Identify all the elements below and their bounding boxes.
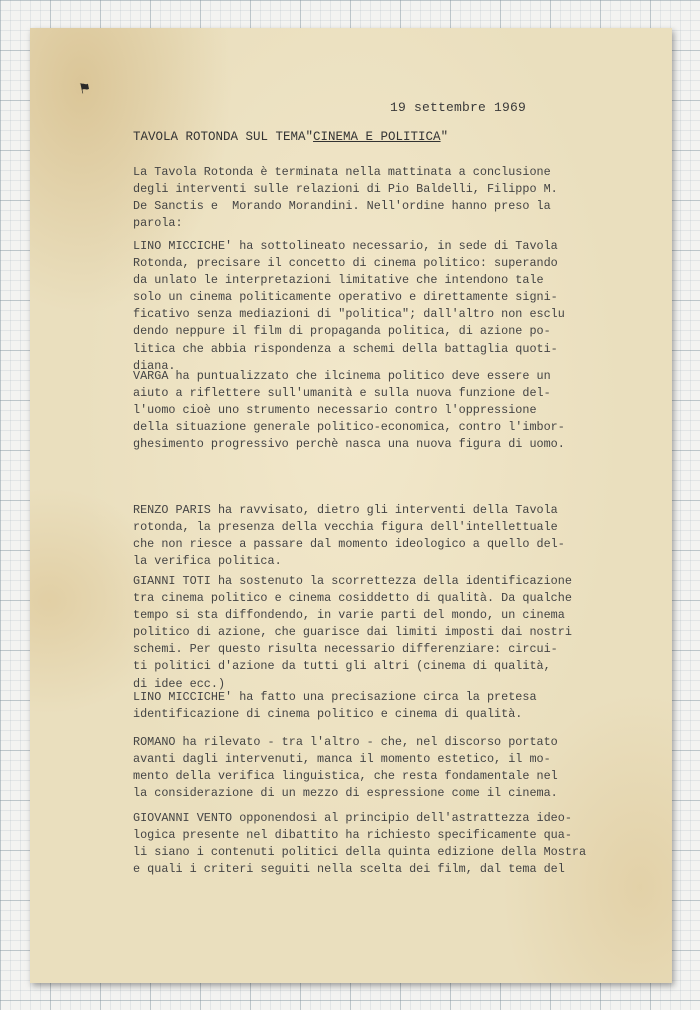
paragraph-renzo-paris <box>133 502 633 570</box>
text-line: GIOVANNI VENTO opponendosi al principio dell'astrattezza ideo- <box>133 811 572 825</box>
text-line: ti politici d'azione da tutti gli altri (cinema di qualità, <box>133 659 551 674</box>
text-line: della situazione generale politico-economica, contro l'imbor- <box>133 420 565 435</box>
paragraph-romano <box>133 734 633 802</box>
text-line: tempo si sta diffondendo, in varie parti del mondo, un cinema <box>133 608 565 623</box>
text-line: LINO MICCICHE' ha sottolineato necessario, in sede di Tavola <box>133 239 558 253</box>
text-line: ficativo senza mediazioni di "politica"; dall'altro non esclu <box>133 307 565 322</box>
text-line: aiuto a riflettere sull'umanità e sulla nuova funzione del- <box>133 386 551 401</box>
text-line: li siano i contenuti politici della quinta edizione della Mostra <box>133 845 587 860</box>
text-line: RENZO PARIS ha ravvisato, dietro gli interventi della Tavola <box>133 503 558 517</box>
paragraph-gianni-toti <box>133 573 633 693</box>
paragraph-varga <box>133 368 633 453</box>
text-line: De Sanctis e Morando Morandini. Nell'ordine hanno preso la <box>133 199 551 214</box>
document-date: 19 settembre 1969 <box>390 100 527 115</box>
text-line: di idee ecc.) <box>133 676 226 691</box>
typed-document-page <box>30 28 672 983</box>
text-line: GIANNI TOTI ha sostenuto la scorrettezza della identificazione <box>133 574 572 588</box>
paragraph-intro <box>133 164 633 232</box>
text-line: litica che abbia rispondenza a schemi della battaglia quoti- <box>133 341 558 356</box>
text-line: politico di azione, che guarisce dai limiti imposti dai nostri <box>133 625 572 640</box>
text-line: ROMANO ha rilevato - tra l'altro - che, nel discorso portato <box>133 735 558 749</box>
text-line: parola: <box>133 216 183 231</box>
text-line: Rotonda, precisare il concetto di cinema politico: superando <box>133 256 558 271</box>
text-line: VARGA ha puntualizzato che ilcinema politico deve essere un <box>133 369 551 383</box>
text-line: La Tavola Rotonda è terminata nella mattinata a conclusione <box>133 165 551 179</box>
text-line: schemi. Per questo risulta necessario differenziare: circui- <box>133 642 558 657</box>
text-line: la considerazione di un mezzo di espressione come il cinema. <box>133 786 558 801</box>
text-line: ghesimento progressivo perchè nasca una nuova figura di uomo. <box>133 437 565 452</box>
text-line: rotonda, la presenza della vecchia figura dell'intellettuale <box>133 520 558 535</box>
text-line: che non riesce a passare dal momento ideologico a quello del- <box>133 537 565 552</box>
document-title <box>133 130 448 144</box>
paragraph-micciche-2 <box>133 689 633 723</box>
paragraph-micciche-1 <box>133 238 633 375</box>
text-line: avanti dagli intervenuti, manca il momento estetico, il mo- <box>133 752 551 767</box>
text-line: diana. <box>133 358 176 373</box>
text-line: e quali i criteri seguiti nella scelta dei film, dal tema del <box>133 862 565 877</box>
title-prefix: TAVOLA ROTONDA SUL TEMA" <box>133 130 314 144</box>
title-underlined: CINEMA E POLITICA <box>313 130 441 144</box>
text-line: identificazione di cinema politico e cinema di qualità. <box>133 707 523 722</box>
handwritten-mark: ⚑ <box>78 79 92 99</box>
text-line: solo un cinema politicamente operativo e direttamente signi- <box>133 290 558 305</box>
text-line: l'uomo cioè uno strumento necessario contro l'oppressione <box>133 403 537 418</box>
text-line: degli interventi sulle relazioni di Pio Baldelli, Filippo M. <box>133 182 558 197</box>
text-line: mento della verifica linguistica, che resta fondamentale nel <box>133 769 558 784</box>
text-line: tra cinema politico e cinema cosiddetto di qualità. Da qualche <box>133 591 572 606</box>
text-line: logica presente nel dibattito ha richiesto specificamente qua- <box>133 828 572 843</box>
text-line: da unlato le interpretazioni limitative che intendono tale <box>133 273 544 288</box>
text-line: la verifica politica. <box>133 554 282 569</box>
text-line: dendo neppure il film di propaganda politica, di azione po- <box>133 324 551 339</box>
title-suffix: " <box>440 130 449 144</box>
paragraph-giovanni-vento <box>133 810 633 878</box>
text-line: LINO MICCICHE' ha fatto una precisazione circa la pretesa <box>133 690 537 704</box>
